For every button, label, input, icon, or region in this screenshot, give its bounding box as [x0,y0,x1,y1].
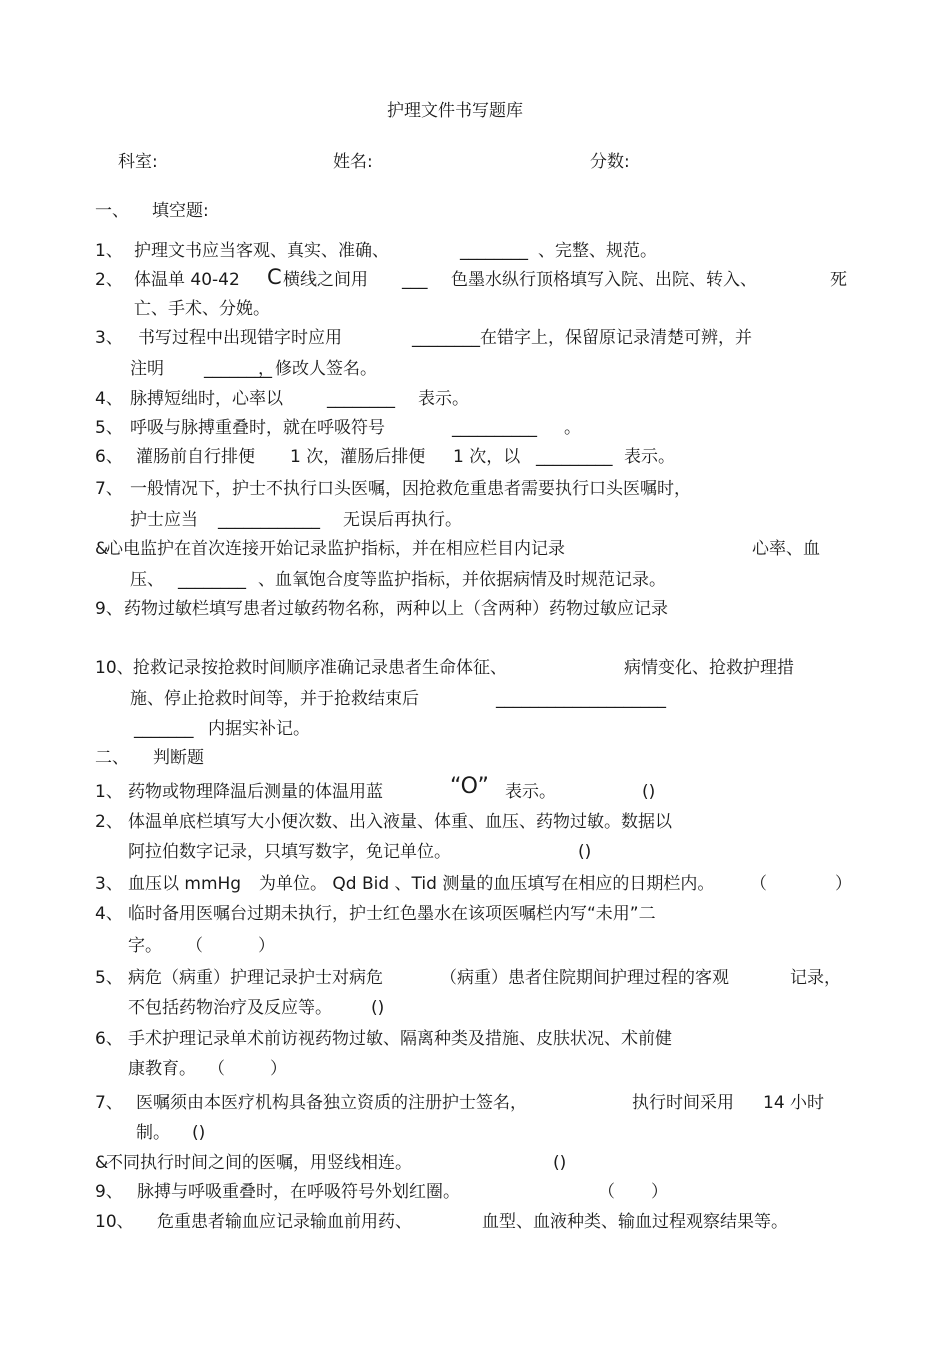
s2-q7-text-c: 14 小时 [763,1093,825,1113]
s2-q7-line2-text: 制。 [136,1123,170,1143]
s1-q2-text-b: 横线之间用 [283,270,368,290]
s2-q8-paren: () [553,1153,567,1173]
s1-q6-text-b: 1 次，灌肠后排便 [290,447,426,467]
s1-q6-blank: _________ [536,447,613,467]
s1-q4-num: 4、 [95,389,123,409]
s2-q2-line2-paren: () [578,842,592,862]
s2-q3-num: 3、 [95,874,123,894]
s1-q1-num: 1、 [95,241,123,261]
page-title: 护理文件书写题库 [387,101,523,121]
s1-q10-line2-text: 施、停止抢救时间等，并于抢救结束后 [130,689,419,709]
s1-q2-line2: 亡、手术、分娩。 [134,299,270,319]
s1-q2-blank: ___ [402,270,428,290]
s1-q10-line2-blank: ____________________ [496,689,666,709]
s1-q9-num: 9、 [95,599,123,619]
s2-q9-paren-right: ） [651,1182,668,1202]
s1-q6-num: 6、 [95,447,123,467]
s1-q6-text-c: 1 次，以 [453,447,521,467]
s1-q8-text-b: 心率、血 [752,539,820,559]
s2-q10-num: 10、 [95,1212,134,1232]
s2-q7-line2-paren: () [192,1123,206,1143]
s2-q5-text-b: （病重）患者住院期间护理过程的客观 [440,968,729,988]
s2-q5-text: 病危（病重）护理记录护士对病危 [128,968,383,988]
s1-q8-line2-end: 、血氧饱合度等监护指标，并依据病情及时规范记录。 [258,570,666,590]
s2-q1-text: 药物或物理降温后测量的体温用蓝 [128,782,383,802]
s2-q4-line2-paren-left: （ [186,936,203,956]
s1-q6-text-end: 表示。 [624,447,675,467]
s1-q3-text: 书写过程中出现错字时应用 [138,328,342,348]
s1-q10-line3-end: 内据实补记。 [208,719,310,739]
score-label: 分数: [590,152,630,172]
section2-heading-num: 二、 [95,748,129,768]
s2-q6-text: 手术护理记录单术前访视药物过敏、隔离种类及措施、皮肤状况、术前健 [128,1029,672,1049]
s2-q9-text: 脉搏与呼吸重叠时，在呼吸符号外划红圈。 [137,1182,460,1202]
s2-q5-num: 5、 [95,968,123,988]
s2-q2-line2-text: 阿拉伯数字记录，只填写数字，免记单位。 [128,842,451,862]
s1-q2-text: 体温单 40-42 [134,270,240,290]
s2-q3-paren-left: （ [750,874,767,894]
s2-q10-text-b: 血型、血液种类、输血过程观察结果等。 [482,1212,788,1232]
s1-q8-num: & [95,539,109,559]
s1-q5-blank: __________ [452,418,537,438]
s2-q10-text: 危重患者输血应记录输血前用药、 [157,1212,412,1232]
s1-q5-text: 呼吸与脉搏重叠时，就在呼吸符号 [130,418,385,438]
s1-q2-num: 2、 [95,270,123,290]
s1-q9-text: 药物过敏栏填写患者过敏药物名称，两种以上（含两种）药物过敏应记录 [124,599,668,619]
s2-q2-text: 体温单底栏填写大小便次数、出入液量、体重、血压、药物过敏。数据以 [128,812,672,832]
s1-q7-text: 一般情况下，护士不执行口头医嘱，因抢救危重患者需要执行口头医嘱时， [130,479,691,499]
s1-q10-num: 10、 [95,658,134,678]
s2-q4-line2-text: 字。 [128,936,162,956]
s1-q2-degree: C [267,265,282,289]
s1-q3-line2-blank: ________ [204,359,272,379]
s2-q3-paren-right: ） [835,874,852,894]
s1-q5-num: 5、 [95,418,123,438]
s2-q7-text-b: 执行时间采用 [632,1093,734,1113]
s1-q3-blank: ________ [412,328,480,348]
s2-q9-paren-left: （ [598,1182,615,1202]
s1-q1-blank: ________ [460,241,528,261]
s2-q1-symbol: “O” [450,774,489,799]
s1-q10-line3-blank: _______ [134,719,194,739]
s2-q9-num: 9、 [95,1182,123,1202]
s2-q8-num: & [95,1153,109,1173]
s1-q6-text: 灌肠前自行排便 [136,447,255,467]
s1-q10-text-b: 病情变化、抢救护理措 [624,658,794,678]
section1-heading-num: 一、 [95,201,129,221]
s1-q10-text: 抢救记录按抢救时间顺序准确记录患者生命体征、 [133,658,507,678]
s2-q3-text: 血压以 mmHg [128,874,242,894]
s2-q1-text-b: 表示。 [505,782,556,802]
s1-q3-line2-text: 注明 [130,359,164,379]
s1-q3-line2-end: ，修改人签名。 [258,359,377,379]
s2-q3-text-b: 为单位。 Qd Bid 、Tid 测量的血压填写在相应的日期栏内。 [259,874,715,894]
s2-q6-line2-text: 康教育。 [128,1059,196,1079]
section1-heading: 填空题: [152,201,209,221]
section2-heading: 判断题 [153,748,204,768]
s1-q8-line2-blank: ________ [178,570,246,590]
s1-q1-text-end: 、完整、规范。 [538,241,657,261]
s2-q5-text-c: 记录， [790,968,841,988]
s2-q5-line2-paren: () [371,998,385,1018]
s2-q8-text: 不同执行时间之间的医嘱，用竖线相连。 [106,1153,412,1173]
s2-q6-num: 6、 [95,1029,123,1049]
s2-q6-line2-paren-right: ） [270,1059,287,1079]
s1-q4-text-end: 表示。 [418,389,469,409]
s2-q1-num: 1、 [95,782,123,802]
s1-q8-text: 心电监护在首次连接开始记录监护指标，并在相应栏目内记录 [106,539,565,559]
s2-q6-line2-paren-left: （ [208,1059,225,1079]
s1-q1-text: 护理文书应当客观、真实、准确、 [134,241,389,261]
s1-q2-text-d: 死 [830,270,847,290]
s1-q3-num: 3、 [95,328,123,348]
s2-q1-paren: () [642,782,656,802]
s1-q2-text-c: 色墨水纵行顶格填写入院、出院、转入、 [451,270,757,290]
s2-q4-num: 4、 [95,904,123,924]
s1-q7-line2-blank: ____________ [218,510,320,530]
s1-q7-line2-end: 无误后再执行。 [343,510,462,530]
s1-q7-num: 7、 [95,479,123,499]
s1-q3-text-b: 在错字上，保留原记录清楚可辨，并 [480,328,752,348]
s2-q4-text: 临时备用医嘱台过期未执行，护士红色墨水在该项医嘱栏内写“未用”二 [128,904,656,924]
name-label: 姓名: [333,152,373,172]
s1-q4-text: 脉搏短绌时，心率以 [130,389,283,409]
s1-q8-line2-text: 压、 [130,570,164,590]
s2-q2-num: 2、 [95,812,123,832]
s2-q7-num: 7、 [95,1093,123,1113]
s1-q7-line2-text: 护士应当 [130,510,198,530]
s1-q5-text-end: 。 [564,418,581,438]
s2-q5-line2-text: 不包括药物治疗及反应等。 [128,998,332,1018]
s2-q4-line2-paren-right: ） [258,936,275,956]
s2-q7-text: 医嘱须由本医疗机构具备独立资质的注册护士签名， [136,1093,527,1113]
s1-q4-blank: ________ [327,389,395,409]
dept-label: 科室: [118,152,158,172]
